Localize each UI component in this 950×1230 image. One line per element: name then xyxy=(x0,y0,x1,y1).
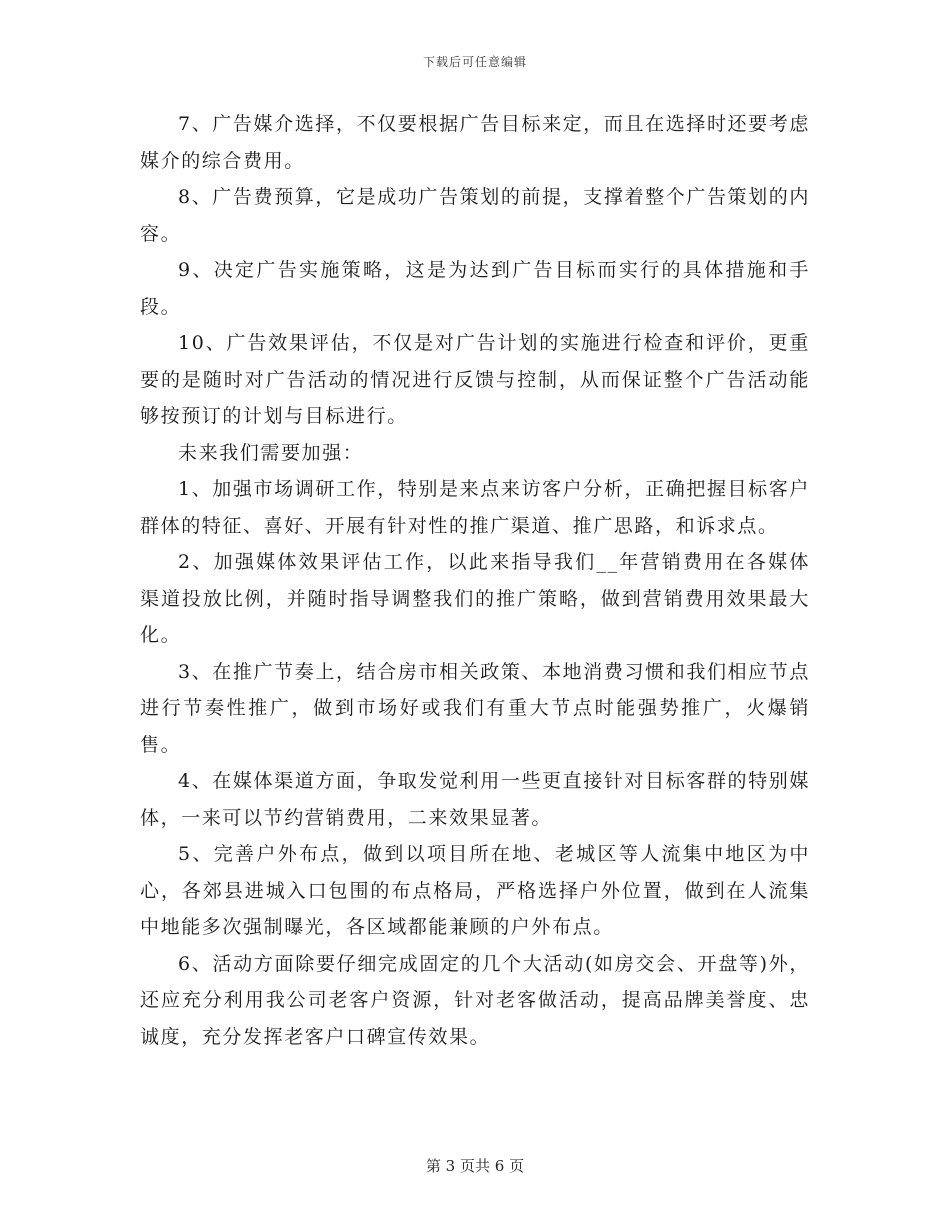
paragraph-ad-evaluation: 10、广告效果评估，不仅是对广告计划的实施进行检查和评价，更重要的是随时对广告活动的情况进行反馈与控制，从而保证整个广告活动能够按预订的计划与目标进行。 xyxy=(140,332,810,427)
paragraph-ad-budget: 8、广告费预算，它是成功广告策划的前提，支撑着整个广告策划的内容。 xyxy=(140,186,810,245)
paragraph-outdoor-placement: 5、完善户外布点，做到以项目所在地、老城区等人流集中地区为中心，各郊县进城入口包围的布点格局，严格选择户外位置，做到在人流集中地能多次强制曝光，各区域都能兼顾的户外布点。 xyxy=(140,843,810,938)
paragraph-future-heading: 未来我们需要加强： xyxy=(178,441,364,464)
page-header: 下载后可任意编辑 xyxy=(422,55,527,69)
paragraph-activities: 6、活动方面除要仔细完成固定的几个大活动(如房交会、开盘等)外，还应充分利用我公司老客户资源，针对老客做活动，提高品牌美誉度、忠诚度，充分发挥老客户口碑宣传效果。 xyxy=(140,952,810,1048)
document-body xyxy=(140,106,810,1055)
page-number: 第 3 页共 6 页 xyxy=(425,1157,525,1175)
paragraph-media-evaluation: 2、加强媒体效果评估工作，以此来指导我们__年营销费用在各媒体渠道投放比例，并随时指导调整我们的推广策略，做到营销费用效果最大化。 xyxy=(140,551,810,646)
paragraph-media-channels: 4、在媒体渠道方面，争取发觉利用一些更直接针对目标客群的特别媒体，一来可以节约营销费用，二来效果显著。 xyxy=(140,770,810,829)
paragraph-ad-media-selection: 7、广告媒介选择，不仅要根据广告目标来定，而且在选择时还要考虑媒介的综合费用。 xyxy=(140,113,810,172)
paragraph-promotion-rhythm: 3、在推广节奏上，结合房市相关政策、本地消费习惯和我们相应节点进行节奏性推广，做到市场好或我们有重大节点时能强势推广，火爆销售。 xyxy=(140,660,810,756)
paragraph-market-research: 1、加强市场调研工作，特别是来点来访客户分析，正确把握目标客户群体的特征、喜好、开展有针对性的推广渠道、推广思路，和诉求点。 xyxy=(140,478,810,537)
paragraph-ad-strategy: 9、决定广告实施策略，这是为达到广告目标而实行的具体措施和手段。 xyxy=(140,259,810,318)
